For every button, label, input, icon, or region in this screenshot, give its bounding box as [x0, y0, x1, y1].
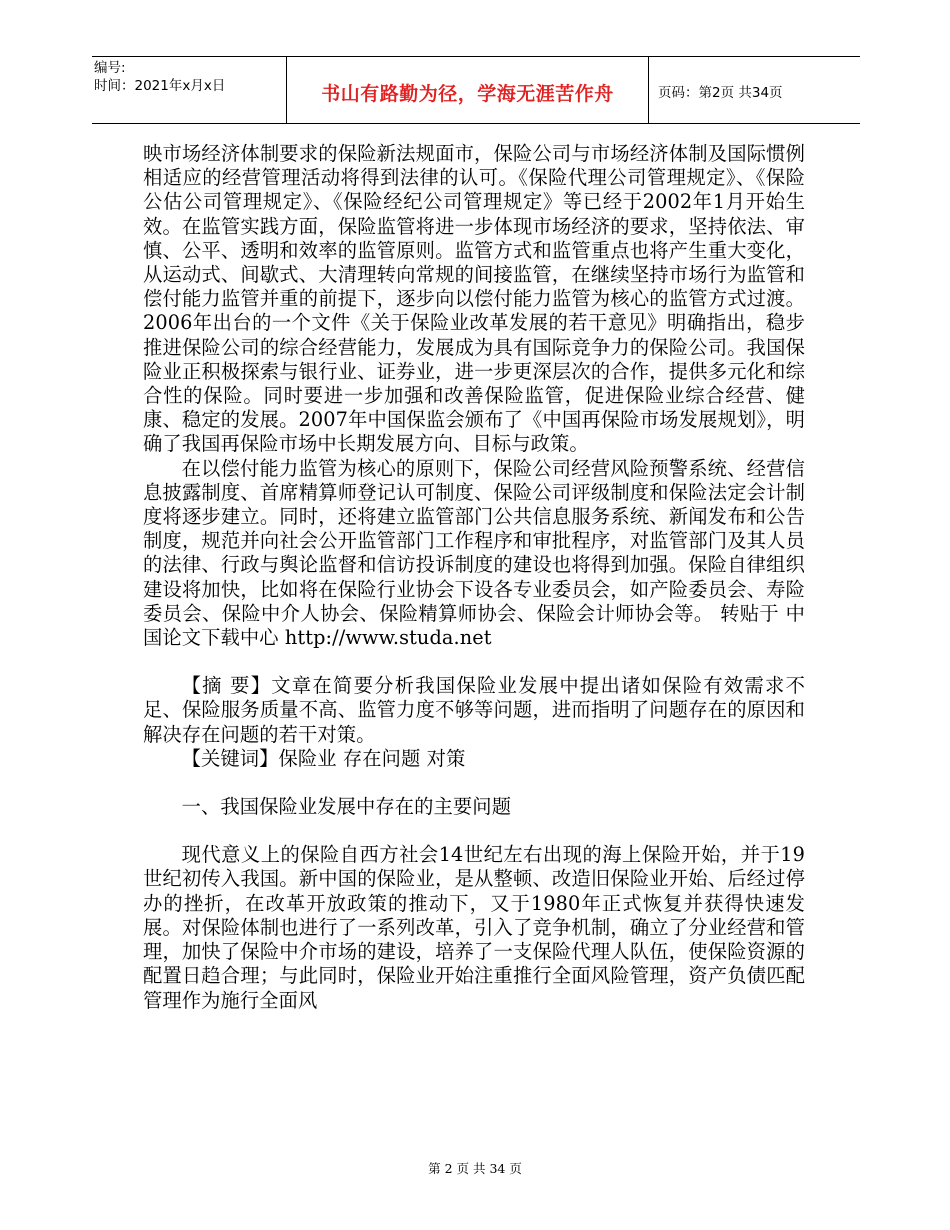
section-heading: 一、我国保险业发展中存在的主要问题 [181, 795, 512, 819]
paragraph-gap [143, 650, 805, 674]
header-divider-right [648, 57, 649, 123]
paragraph-gap [143, 819, 805, 843]
document-body [143, 142, 805, 1013]
paragraph-continuation: 映市场经济体制要求的保险新法规面市，保险公司与市场经济体制及国际惯例相适应的经营管理活动将得到法律的认可。《保险代理公司管理规定》、《保险公估公司管理规定》、《保险经纪公司管理规定》等已经于2002年1月开始生效。在监管实践方面，保险监管将进一步体现市场经济的要求，坚持依法、审慎、公平、透明和效率的监管原则。监管方式和监管重点也将产生重大变化，从运动式、间歇式、大清理转向常规的间接监管，在继续坚持市场行为监管和偿付能力监管并重的前提下，逐步向以偿付能力监管为核心的监管方式过渡。2006年出台的一个文件《关于保险业改革发展的若干意见》明确指出，稳步推进保险公司的综合经营能力，发展成为具有国际竞争力的保险公司。我国保险业正积极探索与银行业、证券业，进一步更深层次的合作，提供多元化和综合性的保险。同时要进一步加强和改善保险监管，促进保险业综合经营、健康、稳定的发展。2007年中国保监会颁布了《中国再保险市场发展规划》，明确了我国再保险市场中长期发展方向、目标与政策。 [143, 142, 805, 456]
header-motto: 书山有路勤为径，学海无涯苦作舟 [321, 83, 614, 105]
header-page-info: 页码：第2页 共34页 [658, 85, 783, 101]
paragraph-keywords: 【关键词】保险业 存在问题 对策 [181, 746, 466, 770]
header-number-label: 编号: [94, 60, 126, 76]
page-header [92, 56, 860, 124]
paragraph-history: 现代意义上的保险自西方社会14世纪左右出现的海上保险开始，并于19世纪初传入我国。新中国的保险业，是从整顿、改造旧保险业开始、后经过停办的挫折，在改革开放政策的推动下，又于1980年正式恢复并获得快速发展。对保险体制也进行了一系列改革，引入了竞争机制，确立了分业经营和管理，加快了保险中介市场的建设，培养了一支保险代理人队伍，使保险资源的配置日趋合理；与此同时，保险业开始注重推行全面风险管理，资产负债匹配管理作为施行全面风 [143, 843, 805, 1012]
header-time-label: 时间：2021年x月x日 [94, 78, 226, 94]
paragraph-gap [143, 771, 805, 795]
header-meta [94, 59, 286, 95]
page-footer: 第 2 页 共 34 页 [428, 1161, 522, 1176]
paragraph-solvency-supervision: 在以偿付能力监管为核心的原则下，保险公司经营风险预警系统、经营信息披露制度、首席精算师登记认可制度、保险公司评级制度和保险法定会计制度将逐步建立。同时，还将建立监管部门公共信息服务系统、新闻发布和公告制度，规范并向社会公开监管部门工作程序和审批程序，对监管部门及其人员的法律、行政与舆论监督和信访投诉制度的建设也将得到加强。保险自律组织建设将加快，比如将在保险行业协会下设各专业委员会，如产险委员会、寿险委员会、保险中介人协会、保险精算师协会、保险会计师协会等。 转贴于 中国论文下载中心 http://www.studa.net [143, 456, 805, 650]
paragraph-abstract: 【摘 要】文章在简要分析我国保险业发展中提出诸如保险有效需求不足、保险服务质量不高、监管力度不够等问题，进而指明了问题存在的原因和解决存在问题的若干对策。 [143, 674, 805, 746]
